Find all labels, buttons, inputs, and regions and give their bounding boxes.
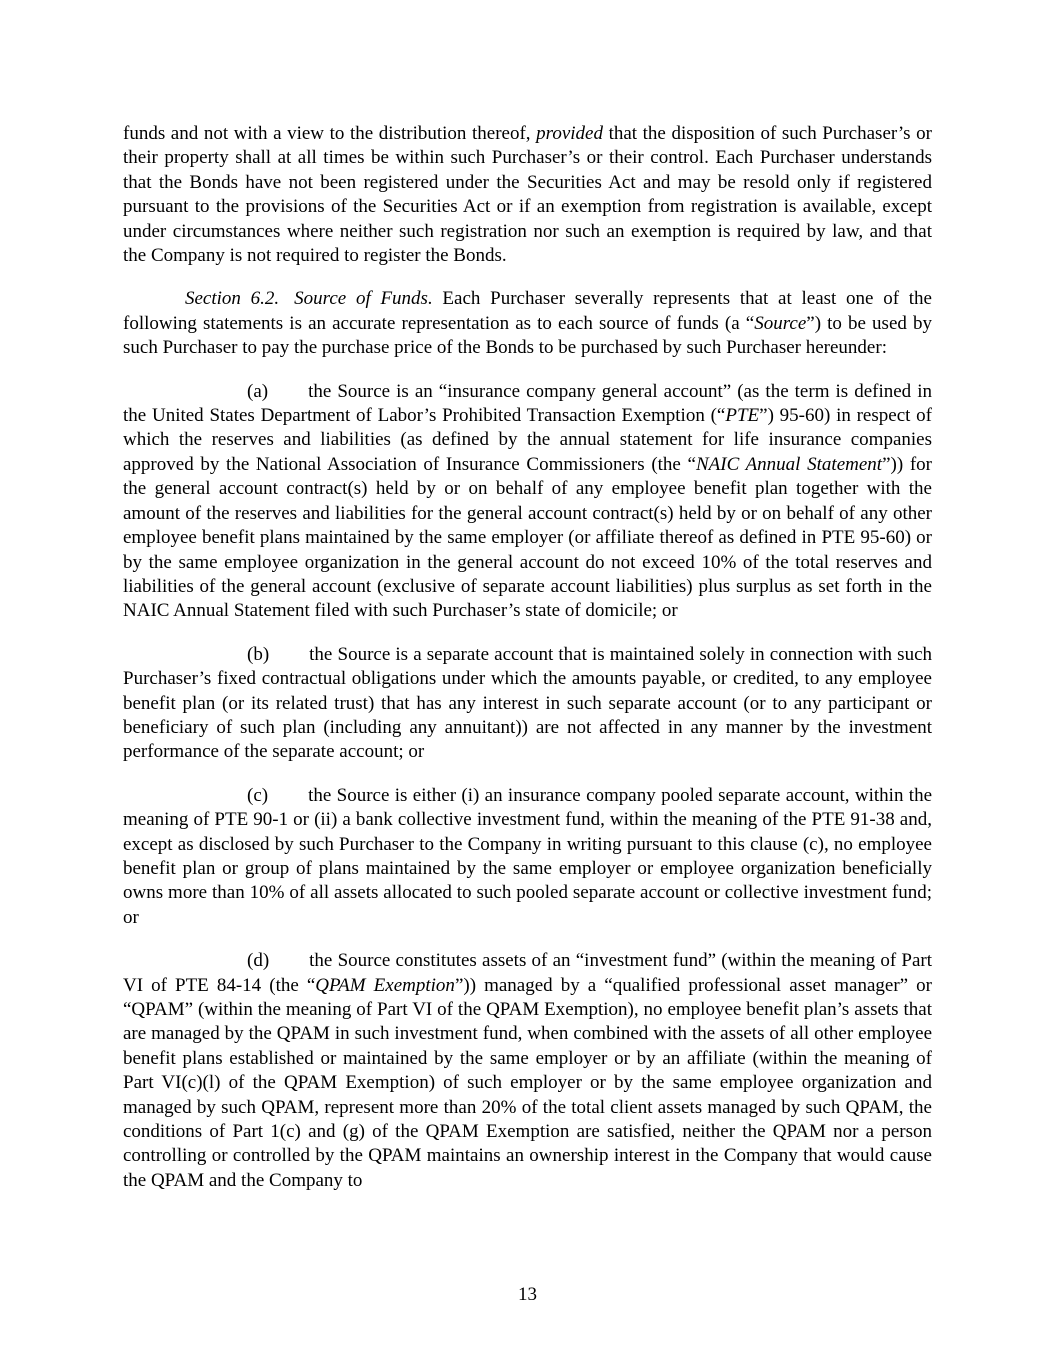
text-run-italic: provided (536, 123, 603, 144)
text-run: the Source is either (i) an insurance company pooled separate account, within the meaning of PTE 90-1 or (ii) a bank collective investment fund, within the meaning of the PTE 91-38 and, except as disclosed by such Purchaser to the Company in writing pursuant to this clause (c), no employee benefit plan or group of plans maintained by the same employer or employee organization beneficially owns more than 10% of all assets allocated to such pooled separate account or collective investment fund; or (123, 784, 932, 928)
paragraph-section-6-2 (123, 287, 932, 360)
page-number: 13 (518, 1283, 537, 1305)
text-run: (d) (247, 950, 270, 972)
text-run: the Source is a separate account that is maintained solely in connection with such Purchaser’s fixed contractual obligations under which the amounts payable, or credited, to any employee benefit plan (or its related trust) that has any interest in such separate account (or to any participant or beneficiary of such plan (including any annuitant)) are not affected in any manner by the investment performance of the separate account; or (123, 643, 932, 763)
text-run-italic: Section 6.2. (185, 288, 280, 310)
paragraph-clause-c (123, 784, 932, 930)
text-run: funds and not with a view to the distribution thereof, (123, 123, 537, 144)
text-run: (c) (247, 784, 269, 806)
text-run: the Source is an “insurance company general account” (as the term is defined in the United States Department of Labor’s Prohibited Transaction Exemption (“ (123, 380, 932, 427)
text-run: (b) (247, 643, 270, 665)
text-run-italic: PTE (725, 405, 760, 427)
paragraph-clause-a (123, 380, 932, 624)
text-run: ”)) for the general account contract(s) held by or on behalf of any employee benefit plan together with the amount of the reserves and liabilities for the general account contract(s) held by or on behalf of any other employee benefit plans maintained by the same employer (or affiliate thereof as defined in PTE 95-60) or by the same employee organization in the general account do not exceed 10% of the total reserves and liabilities of the general account (exclusive of separate account liabilities) plus surplus as set forth in the NAIC Annual Statement filed with such Purchaser’s state of domicile; or (123, 453, 932, 622)
text-run: Each Purchaser severally represents that at least one of the following statements is an accurate representation as to each source of funds (a “ (123, 288, 932, 334)
text-run: (a) (247, 380, 269, 402)
paragraph-clause-d (123, 949, 932, 1193)
text-run: the Source constitutes assets of an “investment fund” (within the meaning of Part VI of PTE 84-14 (the “ (123, 950, 932, 996)
text-run-italic: Source (754, 312, 807, 334)
text-run-italic: QPAM Exemption (315, 974, 455, 996)
text-run: ”) to be used by such Purchaser to pay the purchase price of the Bonds to be purchased by such Purchaser hereunder: (123, 312, 932, 359)
text-run-italic: NAIC Annual Statement (695, 453, 883, 475)
paragraph-clause-b (123, 643, 932, 765)
text-run: that the disposition of such Purchaser’s or their property shall at all times be within such Purchaser’s or their control. Each Purchaser understands that the Bonds have not been registered under the Securities Act and may be resold only if registered pursuant to the provisions of the Securities Act or if an exemption from registration is available, except under circumstances where neither such registration nor such an exemption is required by law, and that the Company is not required to register the Bonds. (123, 123, 932, 267)
text-run-italic: Source of Funds. (294, 288, 433, 310)
text-run: ”)) managed by a “qualified professional asset manager” or “QPAM” (within the meaning of Part VI of the QPAM Exemption), no employee benefit plan’s assets that are managed by the QPAM in such investment fund, when combined with the assets of all other employee benefit plans established or maintained by the same employer or by an affiliate (within the meaning of Part VI(c)(l) of the QPAM Exemption) of such employer or by the same employee organization and managed by such QPAM, represent more than 20% of the total client assets managed by such QPAM, the conditions of Part 1(c) and (g) of the QPAM Exemption are satisfied, neither the QPAM nor a person controlling or controlled by the QPAM maintains an ownership interest in the Company that would cause the QPAM and the Company to (123, 974, 932, 1191)
paragraph-continuation (123, 122, 932, 268)
text-run: ”) 95-60) in respect of which the reserves and liabilities (as defined by the annual statement for life insurance companies approved by the National Association of Insurance Commissioners (the “ (123, 405, 932, 475)
